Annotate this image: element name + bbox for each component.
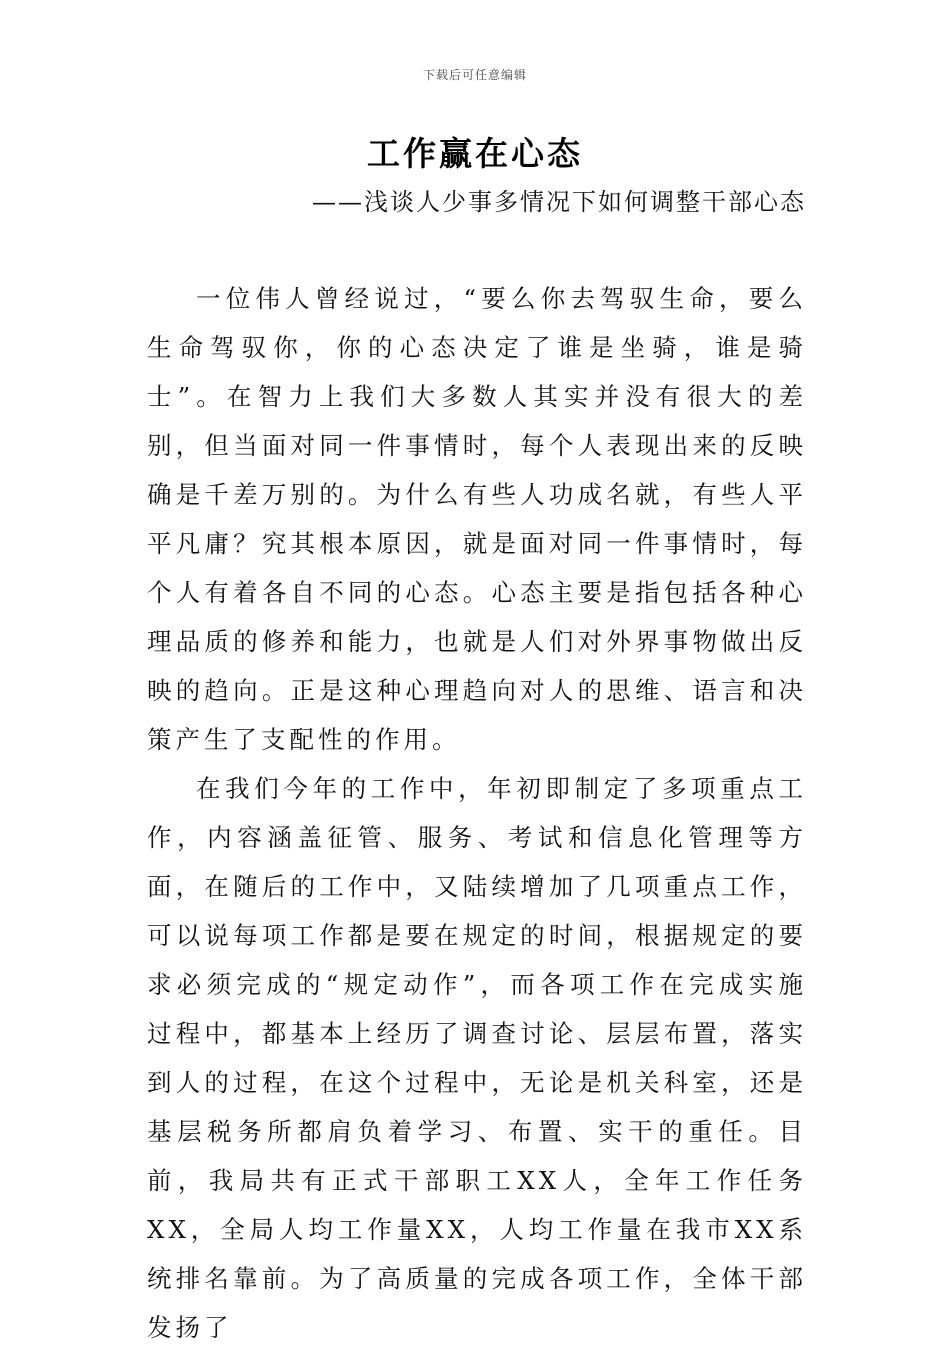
document-subtitle: ——浅谈人少事多情况下如何调整干部心态	[312, 188, 806, 216]
header-note: 下载后可任意编辑	[422, 68, 527, 82]
paragraph: 在我们今年的工作中，年初即制定了多项重点工作，内容涵盖征管、服务、考试和信息化管理等方面，在随后的工作中，又陆续增加了几项重点工作，可以说每项工作都是要在规定的时间，根据规定的要求必须完成的“规定动作”，而各项工作在完成实施过程中，都基本上经历了调查讨论、层层布置，落实到人的过程，在这个过程中，无论是机关科室，还是基层税务所都肩负着学习、布置、实干的重任。目前，我局共有正式干部职工XX人，全年工作任务XX，全局人均工作量XX，人均工作量在我市XX系统排名靠前。为了高质量的完成各项工作，全体干部发扬了	[147, 774, 807, 1342]
document-body	[147, 274, 807, 1352]
paragraph: 一位伟人曾经说过，“要么你去驾驭生命，要么生命驾驭你，你的心态决定了谁是坐骑，谁是骑士”。在智力上我们大多数人其实并没有很大的差别，但当面对同一件事情时，每个人表现出来的反映确是千差万别的。为什么有些人功成名就，有些人平平凡庸？究其根本原因，就是面对同一件事情时，每个人有着各自不同的心态。心态主要是指包括各种心理品质的修养和能力，也就是人们对外界事物做出反映的趋向。正是这种心理趋向对人的思维、语言和决策产生了支配性的作用。	[147, 284, 807, 754]
document-title: 工作赢在心态	[367, 134, 583, 173]
